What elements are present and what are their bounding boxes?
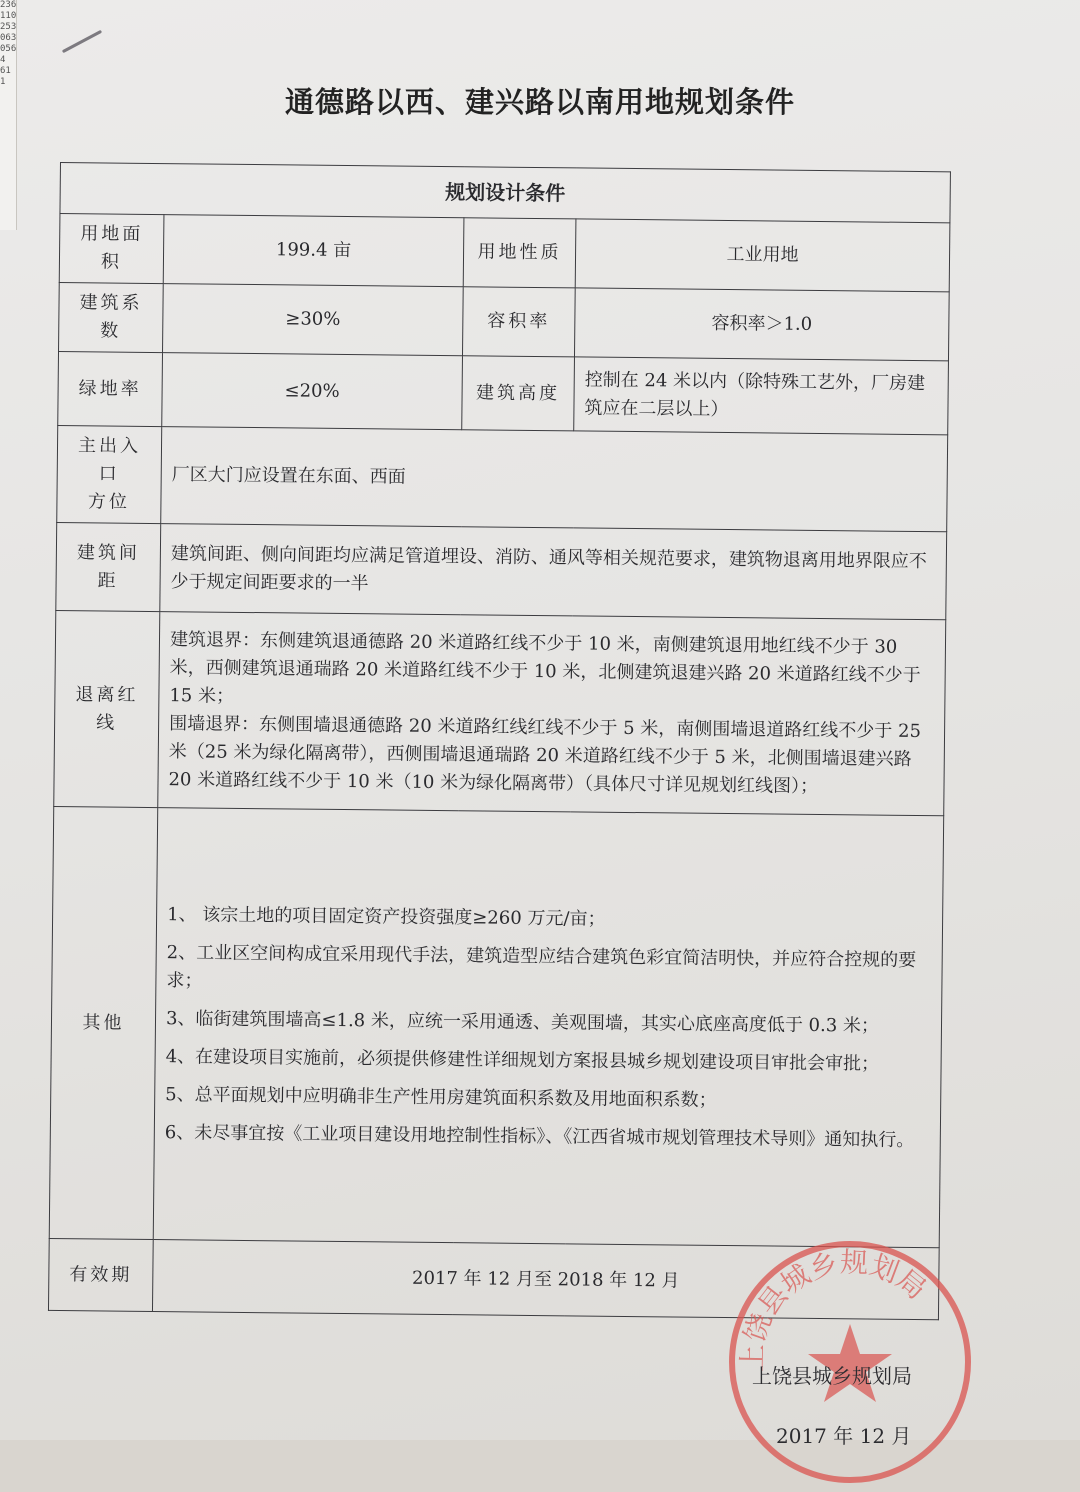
building-coverage-label: 建筑系数 bbox=[59, 282, 164, 352]
land-area-value: 199.4 亩 bbox=[163, 215, 464, 287]
other-cell bbox=[153, 808, 943, 1248]
issuer-date: 2017 年 12 月 bbox=[776, 1424, 912, 1448]
height-value: 控制在 24 米以内（除特殊工艺外，厂房建筑应在二层以上） bbox=[574, 357, 949, 435]
other-item-5: 5、总平面规划中应明确非生产性用房建筑面积系数及用地面积系数； bbox=[165, 1083, 717, 1111]
land-use-label: 用地性质 bbox=[463, 218, 576, 288]
setback-wall-text: 围墙退界：东侧围墙退通德路 20 米道路红线红线不少于 5 米，南侧围墙退道路红线不少于 25 米（25 米为绿化隔离带），西侧围墙退通瑞路 20 米道路红线不少于 5 米，北侧围墙退建兴路 20 米道路红线不少于 10 米（10 米为绿化隔离带）（具体尺寸详见规划红线图）； bbox=[168, 712, 922, 797]
entrance-label-line2: 方位 bbox=[87, 491, 131, 513]
other-item-6: 6、未尽事宜按《工业项目建设用地控制性指标》、《江西省城市规划管理技术导则》通知执行。 bbox=[164, 1121, 915, 1151]
land-area-label: 用地面积 bbox=[59, 214, 164, 284]
underlying-number: 253 bbox=[0, 22, 17, 32]
setback-cell bbox=[158, 612, 946, 816]
other-item-3: 3、临街建筑围墙高≤1.8 米，应统一采用通透、美观围墙，其实心底座高度低于 0.3 米； bbox=[165, 1007, 880, 1037]
underlying-number: 4 bbox=[0, 55, 6, 65]
setback-building-text: 建筑退界：东侧建筑退通德路 20 米道路红线不少于 10 米，南侧建筑退用地红线不少于 30 米，西侧建筑退通瑞路 20 米道路红线不少于 10 米，北侧建筑退建兴路 20 米道路红线不少于 15 米； bbox=[169, 628, 921, 707]
setback-label: 退离红线 bbox=[54, 610, 160, 807]
green-rate-value: ≤20% bbox=[162, 353, 463, 430]
entrance-label-line1: 主出入口 bbox=[77, 435, 142, 485]
seal-text bbox=[736, 1246, 933, 1373]
underlying-number: 1 bbox=[0, 77, 6, 87]
validity-value: 2017 年 12 月至 2018 年 12 月 bbox=[152, 1240, 939, 1320]
other-item-2: 2、工业区空间构成宜采用现代手法，建筑造型应结合建筑色彩宜简洁明快，并应符合控规的要求； bbox=[166, 941, 917, 992]
underlying-number: 110 bbox=[0, 11, 17, 21]
entrance-label bbox=[57, 425, 162, 523]
section-header: 规划设计条件 bbox=[60, 163, 950, 223]
seal-text-path: 上饶县城乡规划局 bbox=[735, 1245, 933, 1373]
height-label: 建筑高度 bbox=[462, 356, 575, 431]
underlying-number: 056 bbox=[0, 44, 17, 54]
underlying-number: 063 bbox=[0, 33, 17, 43]
other-item-1: 1、 该宗土地的项目固定资产投资强度≥260 万元/亩； bbox=[167, 903, 606, 930]
underlying-number: 61 bbox=[0, 66, 11, 76]
far-value: 容积率＞1.0 bbox=[574, 288, 949, 361]
underlying-number: 236 bbox=[0, 0, 17, 10]
conditions-table-wrapper bbox=[48, 162, 950, 1320]
other-label: 其他 bbox=[49, 806, 158, 1239]
entrance-value: 厂区大门应设置在东面、西面 bbox=[161, 427, 948, 532]
far-label: 容积率 bbox=[462, 287, 575, 357]
pen-mark bbox=[62, 30, 102, 53]
spacing-label: 建筑间距 bbox=[56, 522, 161, 611]
building-coverage-value: ≥30% bbox=[163, 284, 464, 356]
document-title: 通德路以西、建兴路以南用地规划条件 bbox=[284, 85, 795, 119]
spacing-value: 建筑间距、侧向间距均应满足管道埋设、消防、通风等相关规范要求，建筑物退离用地界限应不少于规定间距要求的一半 bbox=[160, 524, 947, 620]
land-use-value: 工业用地 bbox=[575, 219, 950, 292]
other-item-4: 4、在建设项目实施前，必须提供修建性详细规划方案报县城乡规划建设项目审批会审批； bbox=[165, 1045, 880, 1075]
conditions-table bbox=[48, 162, 951, 1320]
green-rate-label: 绿地率 bbox=[58, 351, 163, 426]
validity-label: 有效期 bbox=[48, 1238, 153, 1311]
issuer-name: 上饶县城乡规划局 bbox=[752, 1364, 912, 1388]
